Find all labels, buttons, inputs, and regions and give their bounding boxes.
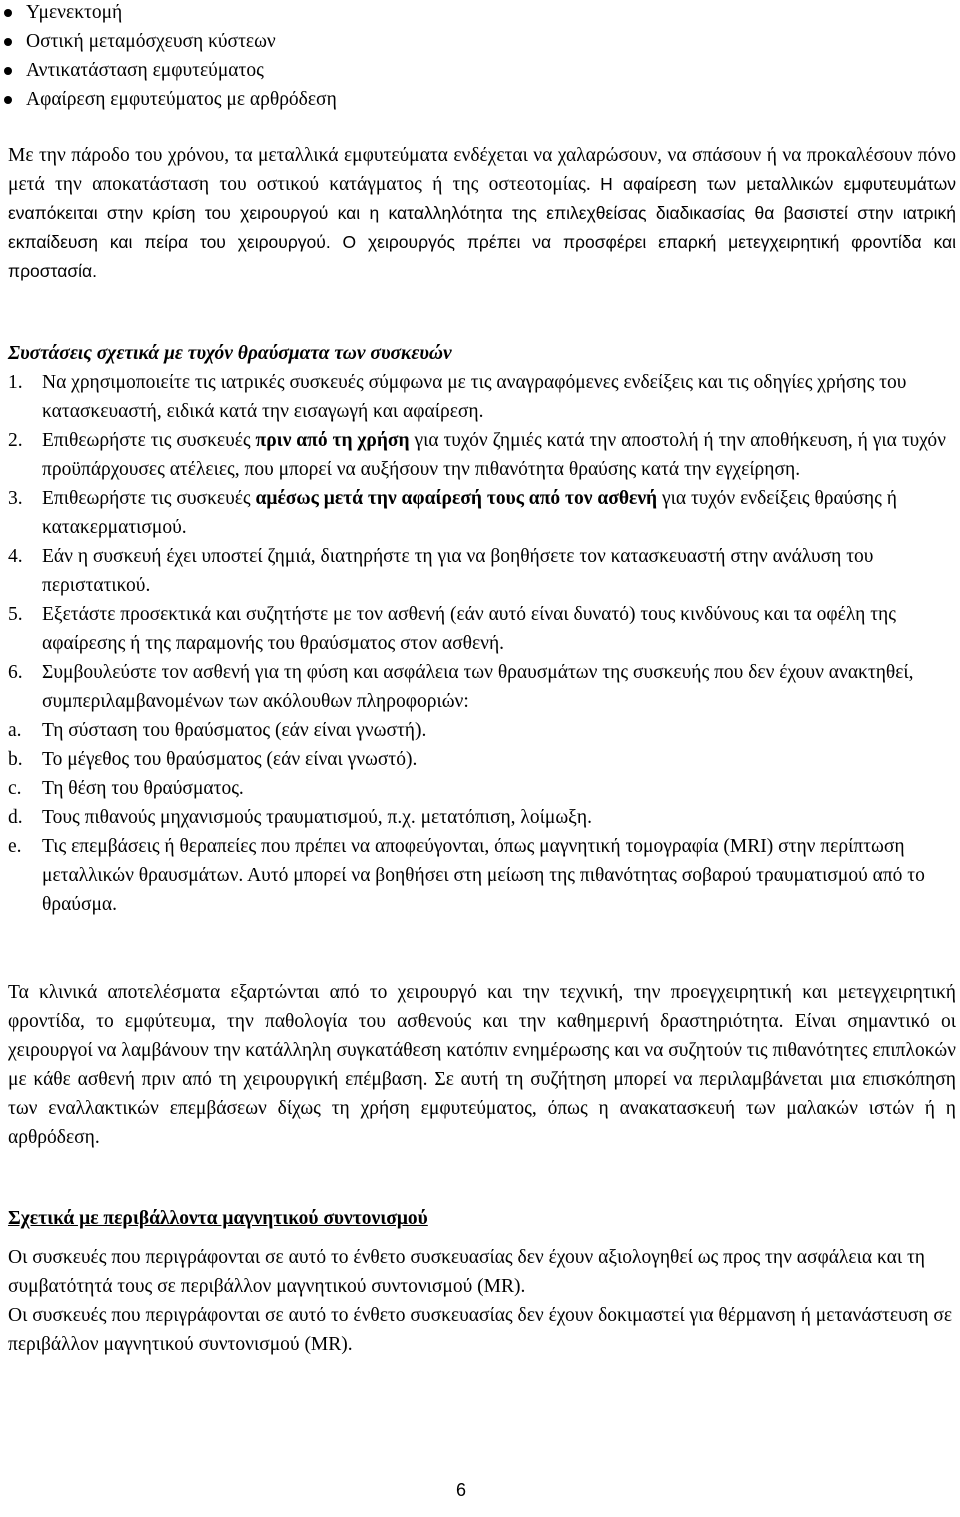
item-number: 2. bbox=[8, 430, 23, 451]
item-text: για τυχόν ενδείξεις θραύσης ή κατακερματισμού. bbox=[42, 488, 897, 538]
item-text: Επιθεωρήστε τις συσκευές bbox=[42, 430, 256, 451]
item-letter: b. bbox=[8, 749, 23, 770]
bullet-icon bbox=[4, 9, 12, 17]
item-emphasis: αμέσως μετά την αφαίρεσή τους από τον ασθενή bbox=[255, 488, 658, 509]
item-text: Τις επεμβάσεις ή θεραπείες που πρέπει να αποφεύγονται, όπως μαγνητική τομογραφία (MRI) στην περίπτωση μεταλλικών θραυσμάτων. Αυτό μπορεί να βοηθήσει στη μείωση της πιθανότητας σοβαρού τραυματισμού από το θραύσμα. bbox=[42, 836, 925, 915]
page-number: 6 bbox=[455, 1480, 466, 1500]
mr-safety-text: Οι συσκευές που περιγράφονται σε αυτό το ένθετο συσκευασίας δεν έχουν αξιολογηθεί ως προς την ασφάλεια και τη συμβατότητά τους σε περιβάλλον μαγνητικού συντονισμού (MR). bbox=[8, 1247, 925, 1297]
list-item bbox=[0, 0, 900, 27]
item-text: Να χρησιμοποιείτε τις ιατρικές συσκευές σύμφωνα με τις αναγραφόμενες ενδείξεις και τις οδηγίες χρήσης του κατασκευαστή, ειδικά κατά την εισαγωγή και αφαίρεση. bbox=[42, 372, 907, 422]
recommendations-list bbox=[8, 368, 956, 716]
item-number: 6. bbox=[8, 662, 23, 683]
list-item-text: Αντικατάσταση εμφυτεύματος bbox=[26, 60, 264, 81]
list-item-text: Υμενεκτομή bbox=[26, 2, 123, 23]
list-item bbox=[8, 600, 956, 658]
list-item-text: Αφαίρεση εμφυτεύματος με αρθρόδεση bbox=[26, 89, 337, 110]
item-text: Τους πιθανούς μηχανισμούς τραυματισμού, π.χ. μετατόπιση, λοίμωξη. bbox=[42, 807, 592, 828]
bullet-icon bbox=[4, 67, 12, 75]
paragraph-serif-text: Με την πάροδο του χρόνου, τα μεταλλικά εμφυτεύματα ενδέχεται να χαλαρώσουν, να σπάσουν ή να προκαλέσουν πόνο μετά την αποκατάσταση του οστικού κατάγματος ή της οστεοτομίας. bbox=[8, 145, 956, 195]
list-item bbox=[8, 368, 956, 426]
item-number: 4. bbox=[8, 546, 23, 567]
fragment-info-sublist bbox=[8, 716, 956, 919]
list-item bbox=[8, 542, 956, 600]
section-heading: Σχετικά με περιβάλλοντα μαγνητικού συντονισμού bbox=[8, 1208, 428, 1229]
item-emphasis: πριν από τη χρήση bbox=[255, 430, 410, 451]
spacer bbox=[8, 1233, 956, 1243]
item-text: Επιθεωρήστε τις συσκευές bbox=[42, 488, 256, 509]
item-number: 5. bbox=[8, 604, 23, 625]
list-item bbox=[0, 85, 900, 114]
item-letter: a. bbox=[8, 720, 22, 741]
list-item bbox=[8, 774, 956, 803]
item-text: Εξετάστε προσεκτικά και συζητήστε με τον ασθενή (εάν αυτό είναι δυνατό) τους κινδύνους και τα οφέλη της αφαίρεσης ή της παραμονής του θραύσματος στον ασθενή. bbox=[42, 604, 896, 654]
item-text: για τυχόν ζημιές κατά την αποστολή ή την αποθήκευση, ή για τυχόν προϋπάρχουσες ατέλειες, που μπορεί να αυξήσουν την πιθανότητα θραύσης κατά την εγχείρηση. bbox=[42, 430, 946, 480]
list-item bbox=[8, 803, 956, 832]
list-item-text: Οστική μεταμόσχευση κύστεων bbox=[26, 31, 276, 52]
item-letter: d. bbox=[8, 807, 23, 828]
bullet-icon bbox=[4, 38, 12, 46]
list-item bbox=[8, 745, 956, 774]
item-letter: e. bbox=[8, 836, 22, 857]
list-item bbox=[0, 27, 900, 56]
list-item bbox=[8, 658, 956, 716]
list-item bbox=[8, 484, 956, 542]
item-text: Το μέγεθος του θραύσματος (εάν είναι γνωστό). bbox=[42, 749, 418, 770]
list-item bbox=[0, 56, 900, 85]
mr-heating-text: Οι συσκευές που περιγράφονται σε αυτό το ένθετο συσκευασίας δεν έχουν δοκιμαστεί για θέρμανση ή μετανάστευση σε περιβάλλον μαγνητικού συντονισμού (MR). bbox=[8, 1305, 953, 1355]
item-number: 3. bbox=[8, 488, 23, 509]
item-text: Εάν η συσκευή έχει υποστεί ζημιά, διατηρήστε τη για να βοηθήσετε τον κατασκευαστή στην ανάλυση του περιστατικού. bbox=[42, 546, 874, 596]
item-number: 1. bbox=[8, 372, 23, 393]
list-item bbox=[8, 832, 956, 919]
list-item bbox=[8, 716, 956, 745]
section-heading: Συστάσεις σχετικά με τυχόν θραύσματα των συσκευών bbox=[8, 343, 452, 364]
item-text: Τη θέση του θραύσματος. bbox=[42, 778, 244, 799]
item-letter: c. bbox=[8, 778, 22, 799]
clinical-outcomes-paragraph: Τα κλινικά αποτελέσματα εξαρτώνται από το χειρουργό και την τεχνική, την προεγχειρητική και μετεγχειρητική φροντίδα, το εμφύτευμα, την παθολογία του ασθενούς και την καθημερινή δραστηριότητα. Είναι σημαντικό οι χειρουργοί να λαμβάνουν την κατάλληλη συγκατάθεση κατόπιν ενημέρωσης και να συζητούν τις πιθανότητες επιπλοκών με κάθε ασθενή πριν από τη χειρουργική επέμβαση. Σε αυτή τη συζήτηση μπορεί να περιλαμβάνεται μια επισκόπηση των εναλλακτικών επεμβάσεων δίχως τη χρήση εμφυτεύματος, όπως η ανακατασκευή των μαλακών ιστών ή η αρθρόδεση. bbox=[8, 982, 956, 1148]
list-item bbox=[8, 426, 956, 484]
implant-removal-paragraph bbox=[8, 141, 956, 286]
mr-environment-section bbox=[8, 1204, 956, 1359]
procedure-bullet-list bbox=[0, 0, 900, 114]
bullet-icon bbox=[4, 96, 12, 104]
item-text: Τη σύσταση του θραύσματος (εάν είναι γνωστή). bbox=[42, 720, 427, 741]
fragment-recommendations-section bbox=[8, 339, 956, 919]
paragraph-sans-text: Η αφαίρεση των μεταλλικών εμφυτευμάτων εναπόκειται στην κρίση του χειρουργού και η καταλληλότητα της επιλεχθείσας διαδικασίας θα βασιστεί στην ιατρική εκπαίδευση και πείρα του χειρουργού. Ο χειρουργός πρέπει να προσφέρει επαρκή μετεγχειρητική φροντίδα και προστασία. bbox=[8, 174, 957, 281]
item-text: Συμβουλεύστε τον ασθενή για τη φύση και ασφάλεια των θραυσμάτων της συσκευής που δεν έχουν ανακτηθεί, συμπεριλαμβανομένων των ακόλουθων πληροφοριών: bbox=[42, 662, 914, 712]
